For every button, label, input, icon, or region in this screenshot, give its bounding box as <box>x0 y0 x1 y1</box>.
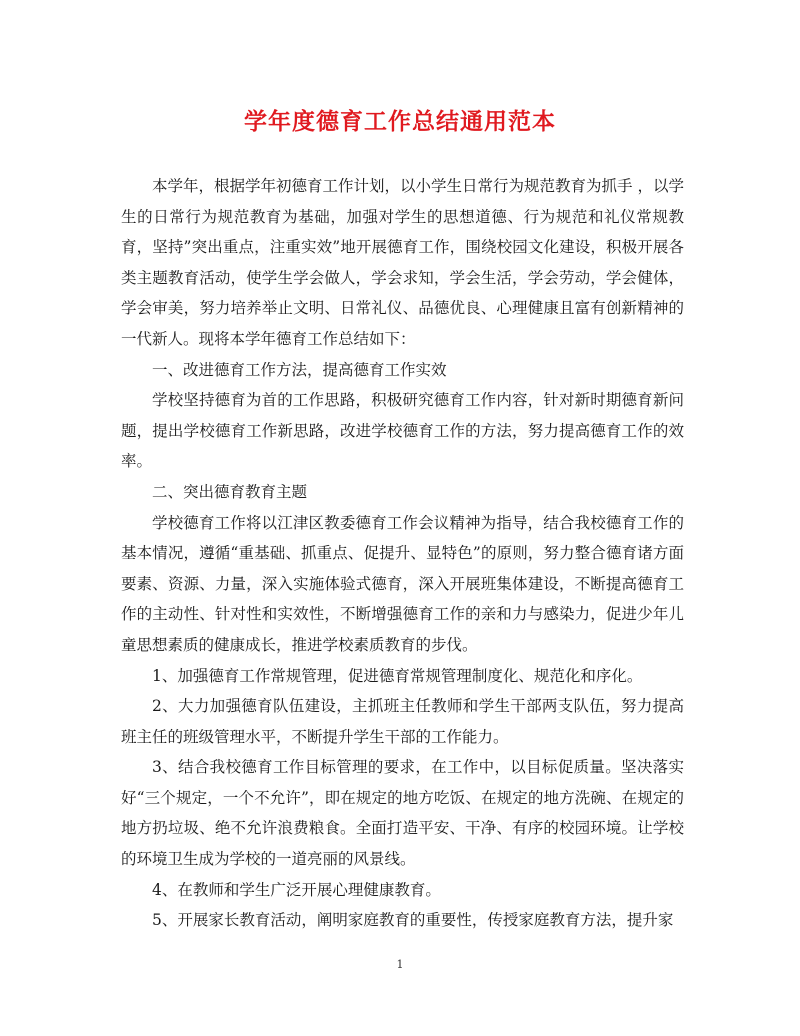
section-1-paragraph: 学校坚持德育为首的工作思路，积极研究德育工作内容，针对新时期德育新问题，提出学校德育工作新思路，改进学校德育工作的方法，努力提高德育工作的效率。 <box>121 391 684 471</box>
list-item-4: 4、在教师和学生广泛开展心理健康教育。 <box>152 880 441 899</box>
section-heading-1: 一、改进德育工作方法，提高德育工作实效 <box>152 360 447 379</box>
list-item-3: 3、结合我校德育工作目标管理的要求，在工作中，以目标促质量。坚决落实好“三个规定，一个不允许”，即在规定的地方吃饭、在规定的地方洗碗、在规定的地方扔垃圾、绝不允许浪费粮食。全面打造平安、干净、有序的校园环境。让学校的环境卫生成为学校的一道亮丽的风景线。 <box>121 758 684 869</box>
section-2-paragraph: 学校德育工作将以江津区教委德育工作会议精神为指导，结合我校德育工作的基本情况，遵循“重基础、抓重点、促提升、显特色”的原则，努力整合德育诸方面要素、资源、力量，深入实施体验式德育，深入开展班集体建设，不断提高德育工作的主动性、针对性和实效性，不断增强德育工作的亲和力与感染力，促进少年儿童思想素质的健康成长，推进学校素质教育的步伐。 <box>121 513 684 654</box>
list-item-2: 2、大力加强德育队伍建设，主抓班主任教师和学生干部两支队伍，努力提高班主任的班级管理水平，不断提升学生干部的工作能力。 <box>121 697 684 746</box>
document-body <box>121 171 684 936</box>
list-item-5: 5、开展家长教育活动，阐明家庭教育的重要性，传授家庭教育方法，提升家 <box>152 911 674 930</box>
list-item-1: 1、加强德育工作常规管理，促进德育常规管理制度化、规范化和序化。 <box>152 666 643 685</box>
document-title: 学年度德育工作总结通用范本 <box>244 108 556 135</box>
page-number: 1 <box>396 958 404 971</box>
intro-paragraph: 本学年，根据学年初德育工作计划，以小学生日常行为规范教育为抓手 ，以学生的日常行为规范教育为基础，加强对学生的思想道德、行为规范和礼仪常规教育，坚持”突出重点，注重实效”地开展德育工作，围绕校园文化建设，积极开展各类主题教育活动，使学生学会做人，学会求知，学会生活，学会劳动，学会健体，学会审美，努力培养举止文明、日常礼仪、品德优良、心理健康且富有创新精神的一代新人。现将本学年德育工作总结如下： <box>121 177 684 348</box>
section-heading-2: 二、突出德育教育主题 <box>152 482 308 501</box>
